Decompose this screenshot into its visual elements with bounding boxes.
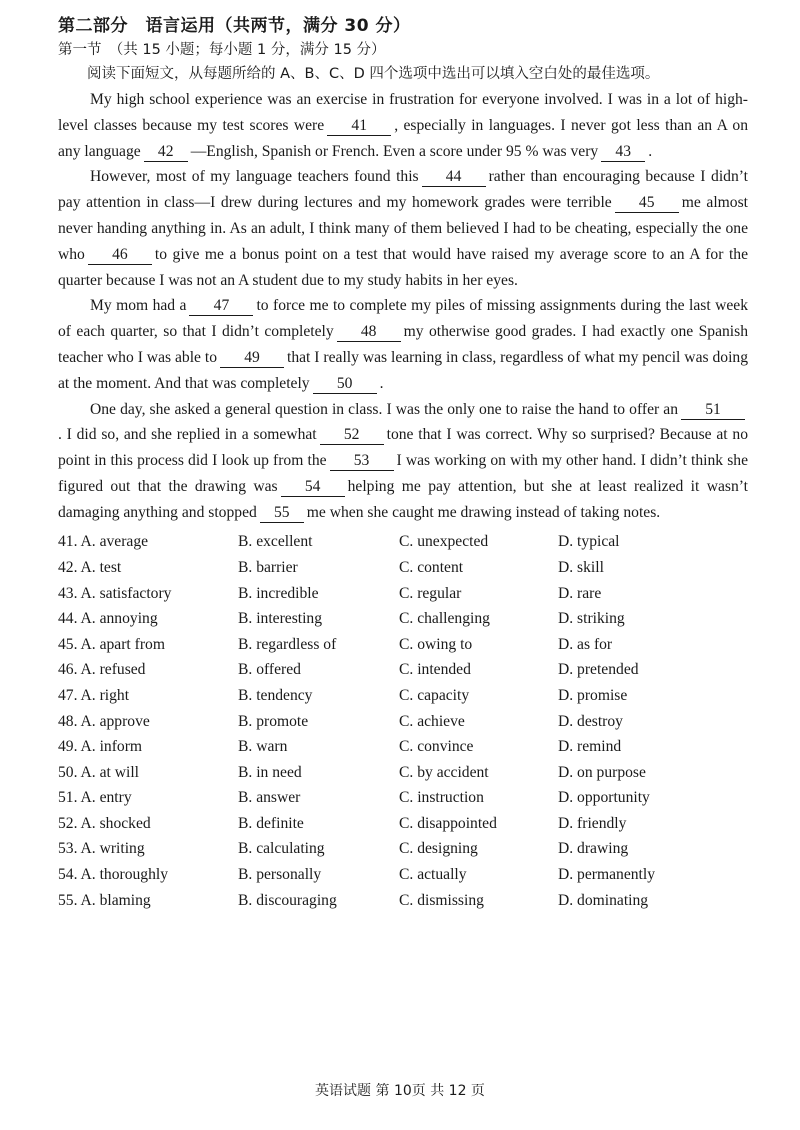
option-row — [58, 530, 748, 556]
option-d: D. pretended — [558, 661, 639, 679]
answer-options — [58, 530, 748, 914]
blank-54: 54 — [281, 478, 345, 497]
option-a: 47. A. right — [58, 686, 130, 704]
option-b: B. calculating — [238, 840, 325, 858]
option-row — [58, 811, 748, 837]
blank-48: 48 — [337, 323, 401, 342]
blank-42: 42 — [144, 143, 188, 162]
option-d: D. dominating — [558, 891, 649, 909]
option-c: C. unexpected — [399, 533, 489, 551]
option-c: C. content — [399, 558, 464, 576]
option-a: 52. A. shocked — [58, 814, 151, 832]
option-b: B. answer — [238, 789, 301, 807]
section-title: 第一节 （共 15 小题；每小题 1 分，满分 15 分） — [58, 42, 386, 58]
blank-52: 52 — [320, 426, 384, 445]
option-d: D. striking — [558, 610, 625, 628]
option-b: B. interesting — [238, 610, 323, 628]
option-d: D. promise — [558, 686, 628, 704]
option-b: B. regardless of — [238, 635, 337, 653]
option-d: D. as for — [558, 635, 613, 653]
option-d: D. on purpose — [558, 763, 646, 781]
option-a: 42. A. test — [58, 558, 122, 576]
blank-47: 47 — [189, 297, 253, 316]
option-a: 50. A. at will — [58, 763, 139, 781]
passage-paragraph-4: One day, she asked a general question in class. I was the only one to raise the hand to offer an 51. I did so, and she replied in a somewhat 52 tone that I was correct. Why so surprised? Because at no point in this process did I look up from the 53 I was working on with my other hand. I didn’t think she figured out that the drawing was 54 helping me pay attention, but she at least realized it wasn’t damaging anything and stopped 55 me when she caught me drawing instead of taking notes. — [58, 400, 749, 521]
option-row — [58, 581, 748, 607]
option-row — [58, 785, 748, 811]
option-b: B. excellent — [238, 533, 313, 551]
blank-43: 43 — [601, 143, 645, 162]
option-b: B. warn — [238, 738, 288, 756]
instruction-text: 阅读下面短文，从每题所给的 A、B、C、D 四个选项中选出可以填入空白处的最佳选项。 — [87, 66, 660, 82]
option-d: D. skill — [558, 558, 604, 576]
passage-paragraph-1: My high school experience was an exercise in frustration for everyone involved. I was in a lot of high-level classes because my test scores were 41 , especially in languages. I never got less than an A on any language 42 —English, Spanish or French. Even a score under 95 % was very 43 . — [58, 91, 749, 160]
option-a: 43. A. satisfactory — [58, 584, 172, 602]
option-c: C. dismissing — [399, 891, 484, 909]
option-a: 51. A. entry — [58, 789, 132, 807]
option-b: B. barrier — [238, 558, 298, 576]
option-c: C. capacity — [399, 686, 470, 704]
option-row — [58, 862, 748, 888]
option-b: B. offered — [238, 661, 301, 679]
part-title: 第二部分 语言运用（共两节，满分 30 分） — [58, 16, 411, 36]
blank-51: 51 — [681, 401, 745, 420]
option-a: 49. A. inform — [58, 738, 143, 756]
option-b: B. incredible — [238, 584, 319, 602]
option-c: C. disappointed — [399, 814, 497, 832]
option-row — [58, 734, 748, 760]
option-d: D. rare — [558, 584, 602, 602]
option-b: B. tendency — [238, 686, 313, 704]
option-c: C. by accident — [399, 763, 489, 781]
option-c: C. intended — [399, 661, 471, 679]
page-footer: 英语试题 第 10页 共 12 页 — [315, 1083, 485, 1099]
option-row — [58, 555, 748, 581]
option-c: C. owing to — [399, 635, 473, 653]
option-row — [58, 888, 748, 914]
option-c: C. designing — [399, 840, 478, 858]
option-a: 54. A. thoroughly — [58, 866, 169, 884]
blank-41: 41 — [327, 117, 391, 136]
passage-paragraph-2: However, most of my language teachers found this 44 rather than encouraging because I didn’t pay attention in class—I drew during lectures and my homework grades were terrible 45 me almost never handing anything in. As an adult, I think many of them believed I had to be cheating, especially the one who 46 to give me a bonus point on a test that would have raised my average score to an A for the quarter because I was not an A student due to my study habits in her eyes. — [58, 168, 749, 289]
option-c: C. convince — [399, 738, 474, 756]
blank-55: 55 — [260, 504, 304, 523]
exam-page — [58, 14, 748, 913]
option-b: B. personally — [238, 866, 322, 884]
option-c: C. achieve — [399, 712, 465, 730]
option-row — [58, 837, 748, 863]
option-a: 53. A. writing — [58, 840, 145, 858]
option-d: D. drawing — [558, 840, 629, 858]
option-d: D. typical — [558, 533, 620, 551]
option-row — [58, 606, 748, 632]
option-a: 41. A. average — [58, 533, 149, 551]
option-row — [58, 709, 748, 735]
option-d: D. permanently — [558, 866, 655, 884]
option-row — [58, 683, 748, 709]
option-b: B. definite — [238, 814, 304, 832]
blank-46: 46 — [88, 246, 152, 265]
option-a: 45. A. apart from — [58, 635, 165, 653]
option-b: B. in need — [238, 763, 302, 781]
option-a: 55. A. blaming — [58, 891, 151, 909]
blank-45: 45 — [615, 194, 679, 213]
option-d: D. opportunity — [558, 789, 650, 807]
option-c: C. actually — [399, 866, 467, 884]
option-row — [58, 760, 748, 786]
option-c: C. regular — [399, 584, 462, 602]
option-d: D. destroy — [558, 712, 623, 730]
option-a: 46. A. refused — [58, 661, 146, 679]
option-c: C. challenging — [399, 610, 490, 628]
option-d: D. remind — [558, 738, 622, 756]
option-a: 48. A. approve — [58, 712, 150, 730]
option-b: B. discouraging — [238, 891, 337, 909]
option-row — [58, 658, 748, 684]
option-b: B. promote — [238, 712, 309, 730]
blank-53: 53 — [330, 452, 394, 471]
option-c: C. instruction — [399, 789, 484, 807]
option-d: D. friendly — [558, 814, 627, 832]
passage-paragraph-3: My mom had a 47 to force me to complete my piles of missing assignments during the last week of each quarter, so that I didn’t completely 48 my otherwise good grades. I had exactly one Spanish teacher who I was able to 49 that I really was learning in class, regardless of what my pencil was doing at the moment. And that was completely 50 . — [58, 297, 748, 392]
blank-49: 49 — [220, 349, 284, 368]
option-row — [58, 632, 748, 658]
blank-50: 50 — [313, 375, 377, 394]
blank-44: 44 — [422, 168, 486, 187]
option-a: 44. A. annoying — [58, 610, 158, 628]
